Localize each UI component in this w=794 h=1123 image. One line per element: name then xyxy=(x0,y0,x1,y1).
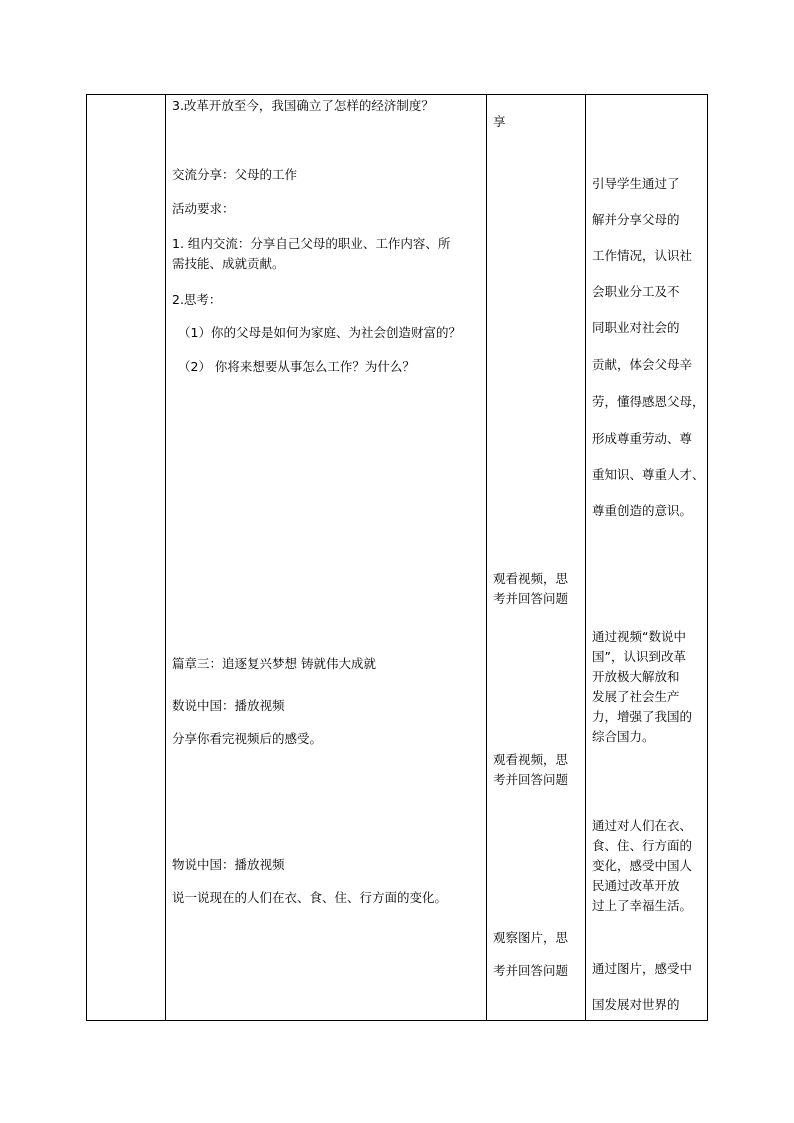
activity-requirements: 活动要求： xyxy=(172,201,235,216)
column-divider-2 xyxy=(486,94,487,1021)
column-divider-3 xyxy=(585,94,586,1021)
intent-2-line: 发展了社会生产 xyxy=(592,689,680,704)
watch-video-1-line-1: 观看视频，思 xyxy=(493,571,569,586)
intent-2-line: 开放极大解放和 xyxy=(592,669,680,684)
intent-1-line: 解并分享父母的 xyxy=(592,212,680,227)
intent-4-line: 国发展对世界的 xyxy=(592,997,680,1012)
intent-1-line: 引导学生通过了 xyxy=(592,176,680,191)
student-share: 享 xyxy=(493,114,506,129)
watch-video-2-line-1: 观看视频，思 xyxy=(493,752,569,767)
describe-changes: 说一说现在的人们在衣、食、住、行方面的变化。 xyxy=(172,890,448,905)
intent-2-line: 通过视频“数说中 xyxy=(592,629,686,644)
intent-3-line: 民通过改革开放 xyxy=(592,878,680,893)
shuo-china-video: 数说中国：播放视频 xyxy=(172,698,285,713)
think-question-2: （2） 你将来想要从事怎么工作？为什么？ xyxy=(178,359,415,374)
observe-picture-line-1: 观察图片，思 xyxy=(493,930,569,945)
intent-2-line: 国”，认识到改革 xyxy=(592,649,686,664)
requirement-1-line-2: 需技能、成就贡献。 xyxy=(172,256,285,271)
column-divider-1 xyxy=(165,94,166,1021)
intent-3-line: 变化，感受中国人 xyxy=(592,858,693,873)
intent-1-line: 尊重创造的意识。 xyxy=(592,503,693,518)
share-feelings: 分享你看完视频后的感受。 xyxy=(172,731,323,746)
think-question-1: （1）你的父母是如何为家庭、为社会创造财富的？ xyxy=(178,325,461,340)
chapter-3-title: 篇章三：追逐复兴梦想 铸就伟大成就 xyxy=(172,656,376,671)
intent-1-line: 会职业分工及不 xyxy=(592,284,680,299)
think-heading: 2.思考： xyxy=(172,292,222,307)
intent-2-line: 综合国力。 xyxy=(592,729,655,744)
intent-2-line: 力，增强了我国的 xyxy=(592,709,693,724)
wu-china-video: 物说中国：播放视频 xyxy=(172,857,285,872)
intent-1-line: 重知识、尊重人才、 xyxy=(592,467,705,482)
question-3: 3.改革开放至今，我国确立了怎样的经济制度？ xyxy=(172,98,434,113)
share-title: 交流分享：父母的工作 xyxy=(172,167,298,182)
intent-1-line: 劳，懂得感恩父母， xyxy=(592,394,705,409)
intent-3-line: 过上了幸福生活。 xyxy=(592,898,693,913)
intent-1-line: 贡献，体会父母辛 xyxy=(592,357,693,372)
intent-4-line: 通过图片，感受中 xyxy=(592,961,693,976)
intent-3-line: 食、住、行方面的 xyxy=(592,838,693,853)
intent-1-line: 同职业对社会的 xyxy=(592,320,680,335)
intent-3-line: 通过对人们在衣、 xyxy=(592,818,693,833)
intent-1-line: 形成尊重劳动、尊 xyxy=(592,431,693,446)
observe-picture-line-2: 考并回答问题 xyxy=(493,963,569,978)
intent-1-line: 工作情况，认识社 xyxy=(592,248,693,263)
watch-video-2-line-2: 考并回答问题 xyxy=(493,772,569,787)
watch-video-1-line-2: 考并回答问题 xyxy=(493,591,569,606)
requirement-1-line-1: 1. 组内交流：分享自己父母的职业、工作内容、所 xyxy=(172,236,451,251)
